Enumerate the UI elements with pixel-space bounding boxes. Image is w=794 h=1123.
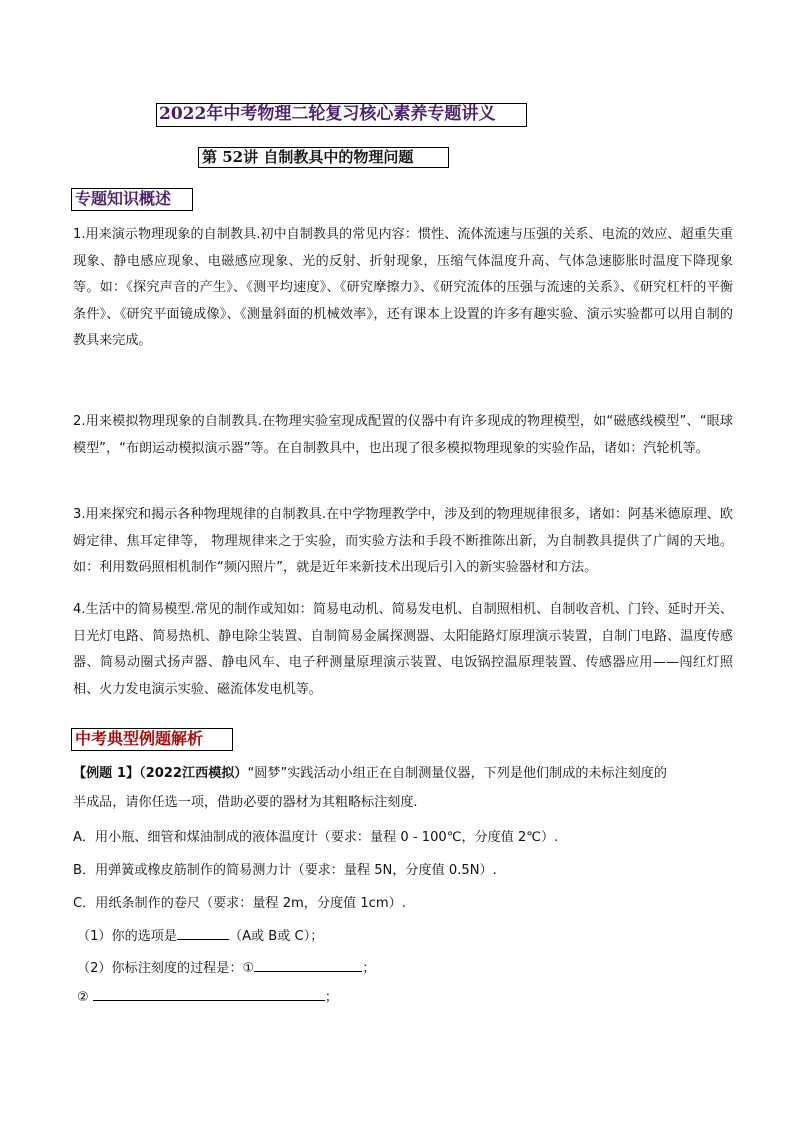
paragraph-text: 3.用来探究和揭示各种物理规律的自制教具.在中学物理教学中，涉及到的物理规律很多，诸如：阿基米德原理、欧姆定律、焦耳定律等， 物理规律来之于实验，而实验方法和手段不断推陈出新，为自制教具提供了广阔的天地。如：利用数码照相机制作“频闪照片”，就是近年来新技术出现后引入的新实验器材和方法。 <box>73 507 733 575</box>
answer-blank-step-2[interactable] <box>93 986 325 1001</box>
answer-blank-step-1[interactable] <box>254 957 362 972</box>
example-heading-line <box>73 762 733 781</box>
paragraph-2 <box>73 409 733 462</box>
example-source: （2022江西模拟） <box>139 766 248 781</box>
section-heading-examples: 中考典型例题解析 <box>71 728 233 751</box>
step-2-suffix: ； <box>324 990 339 1005</box>
option-c: C．用纸条制作的卷尺（要求：量程 2m，分度值 1cm）. <box>73 896 406 911</box>
paragraph-3 <box>73 502 733 582</box>
paragraph-1 <box>73 222 733 355</box>
question-1-suffix: （A或 B或 C）； <box>229 929 324 944</box>
section-heading-overview: 专题知识概述 <box>71 188 193 211</box>
question-1-prefix: （1）你的选项是 <box>77 929 177 944</box>
question-1 <box>77 925 737 944</box>
example-text-line-2: 半成品，请你任选一项，借助必要的器材为其粗略标注刻度. <box>73 795 418 810</box>
question-2-step-2 <box>77 986 737 1005</box>
document-title: 2022年中考物理二轮复习核心素养专题讲义 <box>156 103 527 127</box>
paragraph-text: 4.生活中的简易模型.常见的制作或知如：简易电动机、简易发电机、自制照相机、自制收音机、门铃、延时开关、日光灯电路、简易热机、静电除尘装置、自制简易金属探测器、太阳能路灯原理演示装置，自制门电路、温度传感器、简易动圈式扬声器、静电风车、电子秤测量原理演示装置、电饭锅控温原理装置、传感器应用——闯红灯照相、火力发电演示实验、磁流体发电机等。 <box>73 602 733 697</box>
paragraph-text: 2.用来模拟物理现象的自制教具.在物理实验室现成配置的仪器中有许多现成的物理模型，如“磁感线模型”、“眼球模型”，“布朗运动模拟演示器”等。在自制教具中，也出现了很多模拟物理现象的实验作品，诸如：汽轮机等。 <box>73 414 733 456</box>
paragraph-4 <box>73 597 733 703</box>
option-b: B．用弹簧或橡皮筋制作的简易测力计（要求：量程 5N，分度值 0.5N）. <box>73 863 497 878</box>
question-2-prefix: （2）你标注刻度的过程是：① <box>77 961 255 976</box>
step-2-marker: ② <box>77 990 89 1005</box>
option-a: A．用小瓶、细管和煤油制成的液体温度计（要求：量程 0 - 100℃，分度值 2℃）. <box>73 830 559 845</box>
answer-blank-choice[interactable] <box>177 925 229 940</box>
example-label: 【例题 1】 <box>73 766 140 781</box>
question-2-suffix: ； <box>362 961 376 976</box>
paragraph-text: 1.用来演示物理现象的自制教具.初中自制教具的常见内容：惯性、流体流速与压强的关系、电流的效应、超重失重现象、静电感应现象、电磁感应现象、光的反射、折射现象，压缩气体温度升高、气体急速膨胀时温度下降现象等。如：《探究声音的产生》、《测平均速度》、《研究摩擦力》、《研究流体的压强与流速的关系》、《研究杠杆的平衡条件》、《研究平面镜成像》、《测量斜面的机械效率》，还有课本上设置的许多有趣实验、演示实验都可以用自制的教具来完成。 <box>73 227 733 348</box>
question-2 <box>77 957 737 976</box>
example-text: “圆梦”实践活动小组正在自制测量仪器，下列是他们制成的未标注刻度的 <box>247 766 667 781</box>
lecture-subtitle: 第 52讲 自制教具中的物理问题 <box>198 147 449 168</box>
